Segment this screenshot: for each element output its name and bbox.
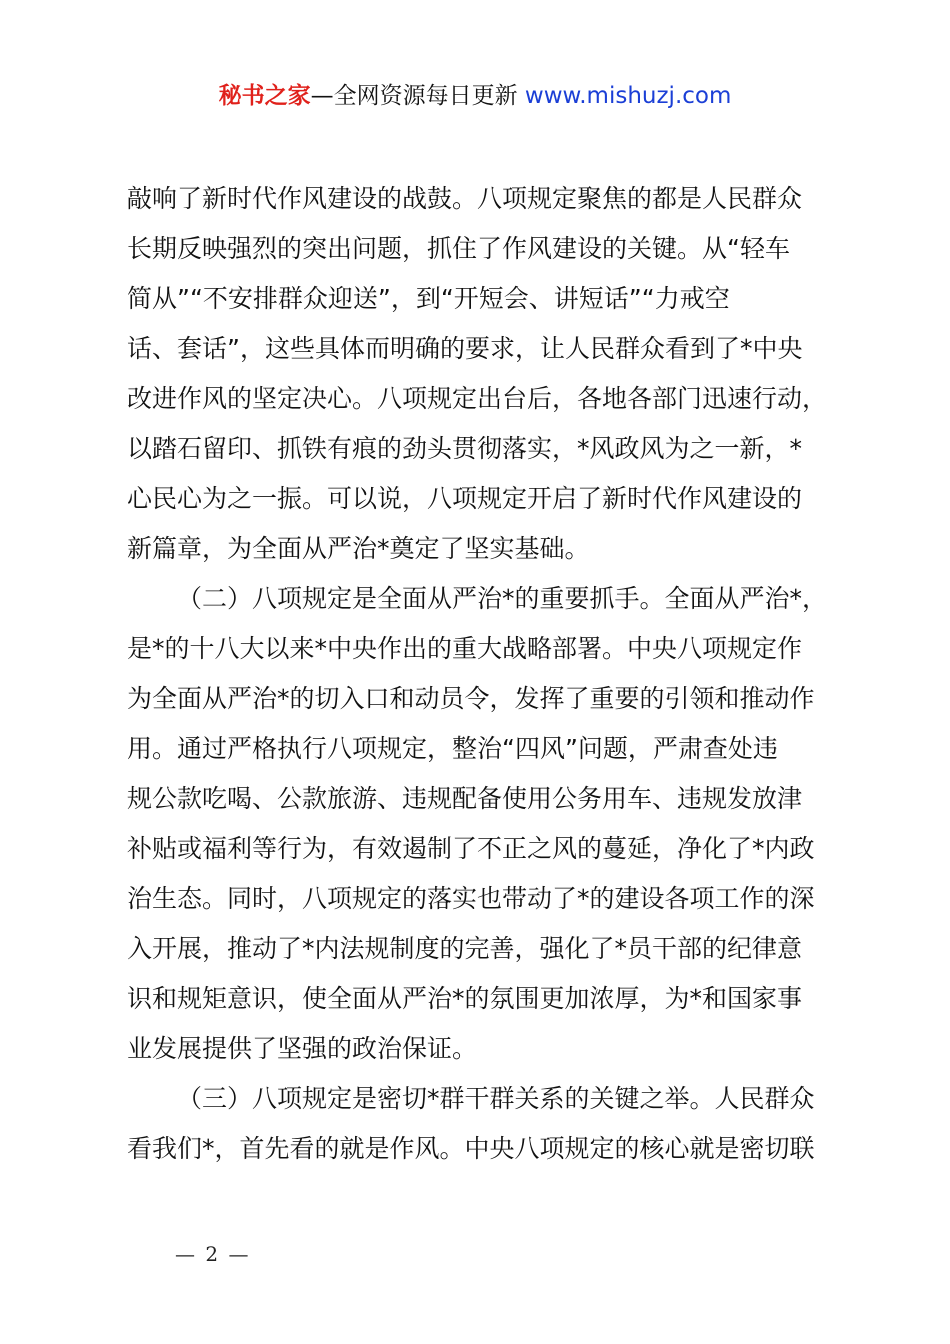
- text-line: 改进作风的坚定决心。八项规定出台后，各地各部门迅速行动，: [127, 384, 828, 413]
- site-header: [0, 78, 950, 114]
- text-line: 业发展提供了坚强的政治保证。: [127, 1034, 478, 1063]
- site-url[interactable]: www.mishuzj.com: [524, 83, 732, 109]
- text-line: 识和规矩意识，使全面从严治*的氛围更加浓厚，为*和国家事: [127, 984, 803, 1013]
- text-line: 心民心为之一振。可以说，八项规定开启了新时代作风建设的: [127, 484, 803, 513]
- text-line: 规公款吃喝、公款旅游、违规配备使用公务用车、违规发放津: [127, 784, 803, 813]
- text-line: 看我们*，首先看的就是作风。中央八项规定的核心就是密切联: [127, 1134, 815, 1163]
- brand-name: 秘书之家: [218, 83, 311, 109]
- text-line: 新篇章，为全面从严治*奠定了坚实基础。: [127, 534, 590, 563]
- text-line: 入开展，推动了*内法规制度的完善，强化了*员干部的纪律意: [127, 934, 803, 963]
- text-line: 简从”“不安排群众迎送”，到“开短会、讲短话”“力戒空: [127, 284, 730, 313]
- header-tagline: —全网资源每日更新: [310, 83, 525, 109]
- section-heading-line: （二）八项规定是全面从严治*的重要抓手。全面从严治*，: [177, 584, 828, 613]
- section-heading-line: （三）八项规定是密切*群干群关系的关键之举。人民群众: [177, 1084, 815, 1113]
- text-line: 为全面从严治*的切入口和动员令，发挥了重要的引领和推动作: [127, 684, 815, 713]
- text-line: 用。通过严格执行八项规定，整治“四风”问题，严肃查处违: [127, 734, 778, 763]
- text-line: 话、套话”，这些具体而明确的要求，让人民群众看到了*中央: [127, 334, 803, 363]
- text-line: 补贴或福利等行为，有效遏制了不正之风的蔓延，净化了*内政: [127, 834, 815, 863]
- text-line: 是*的十八大以来*中央作出的重大战略部署。中央八项规定作: [127, 634, 803, 663]
- text-line: 敲响了新时代作风建设的战鼓。八项规定聚焦的都是人民群众: [127, 184, 803, 213]
- page-number: — 2 —: [175, 1242, 251, 1266]
- text-line: 长期反映强烈的突出问题，抓住了作风建设的关键。从“轻车: [127, 234, 790, 263]
- text-line: 以踏石留印、抓铁有痕的劲头贯彻落实，*风政风为之一新，*: [127, 434, 803, 463]
- document-body: [127, 180, 833, 1180]
- text-line: 治生态。同时，八项规定的落实也带动了*的建设各项工作的深: [127, 884, 815, 913]
